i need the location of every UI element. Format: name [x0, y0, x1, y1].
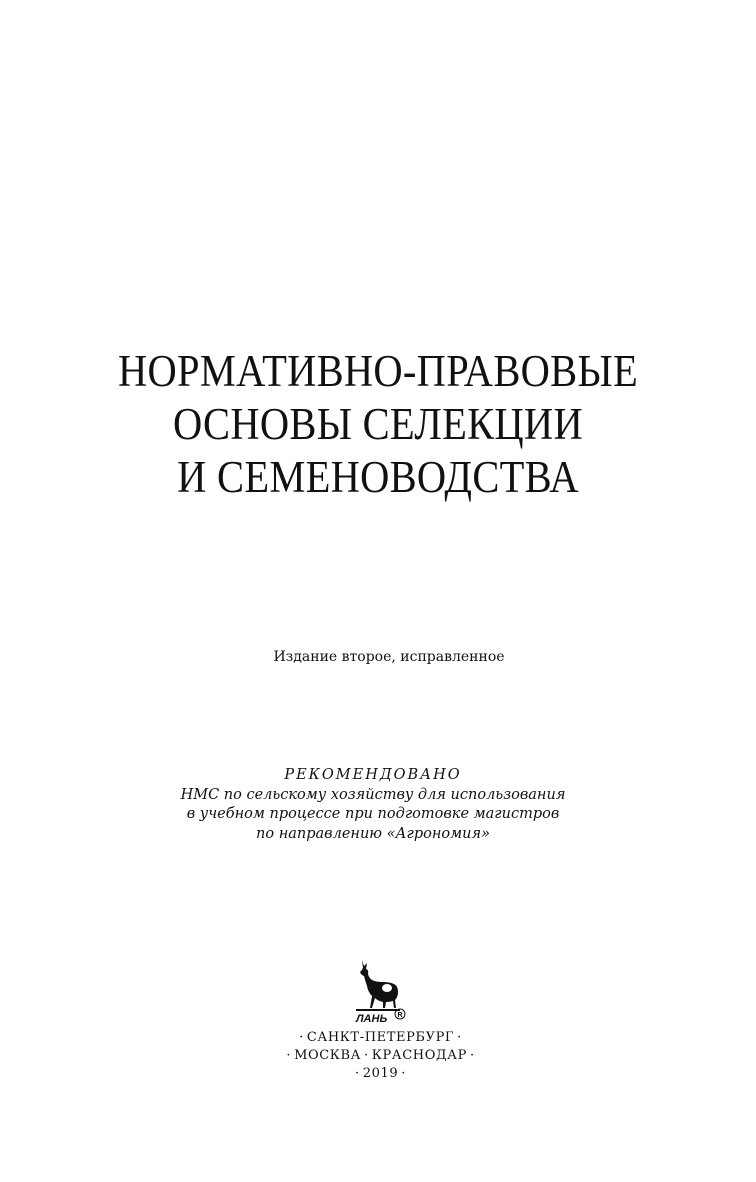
city-moscow: МОСКВА [294, 1048, 362, 1063]
doe-deer-icon [352, 958, 410, 1024]
title-line-1: НОРМАТИВНО-ПРАВОВЫЕ [117, 346, 639, 396]
publication-year: 2019 [362, 1066, 399, 1081]
book-title [0, 345, 756, 504]
recommendation-line-1: НМС по сельскому хозяйству для использования [180, 786, 566, 803]
separator-dot: · [286, 1048, 292, 1063]
recommendation-block [0, 766, 746, 844]
title-line-3: И СЕМЕНОВОДСТВА [177, 452, 579, 502]
city-krasnodar: КРАСНОДАР [371, 1048, 467, 1063]
separator-dot: · [469, 1048, 475, 1063]
imprint-line-1 [0, 1029, 756, 1047]
publisher-logo [352, 958, 410, 1024]
logo-text: ЛАНЬ [356, 1013, 388, 1024]
separator-dot: · [364, 1048, 369, 1063]
separator-dot: · [355, 1066, 360, 1081]
recommendation-line-2: в учебном процессе при подготовке магистров [186, 806, 560, 822]
separator-dot: · [457, 1030, 462, 1045]
separator-dot: · [401, 1066, 406, 1081]
title-line-2: ОСНОВЫ СЕЛЕКЦИИ [173, 399, 583, 449]
svg-text:R: R [397, 1012, 403, 1019]
imprint-line-2 [0, 1047, 756, 1065]
recommendation-heading: РЕКОМЕНДОВАНО [284, 767, 462, 783]
recommendation-line-3: по направлению «Агрономия» [256, 825, 490, 842]
city-spb: САНКТ-ПЕТЕРБУРГ [306, 1030, 455, 1045]
edition-note: Издание второе, исправленное [273, 649, 505, 665]
separator-dot: · [299, 1030, 304, 1045]
imprint-block [0, 1029, 756, 1083]
imprint-line-3 [0, 1065, 756, 1083]
